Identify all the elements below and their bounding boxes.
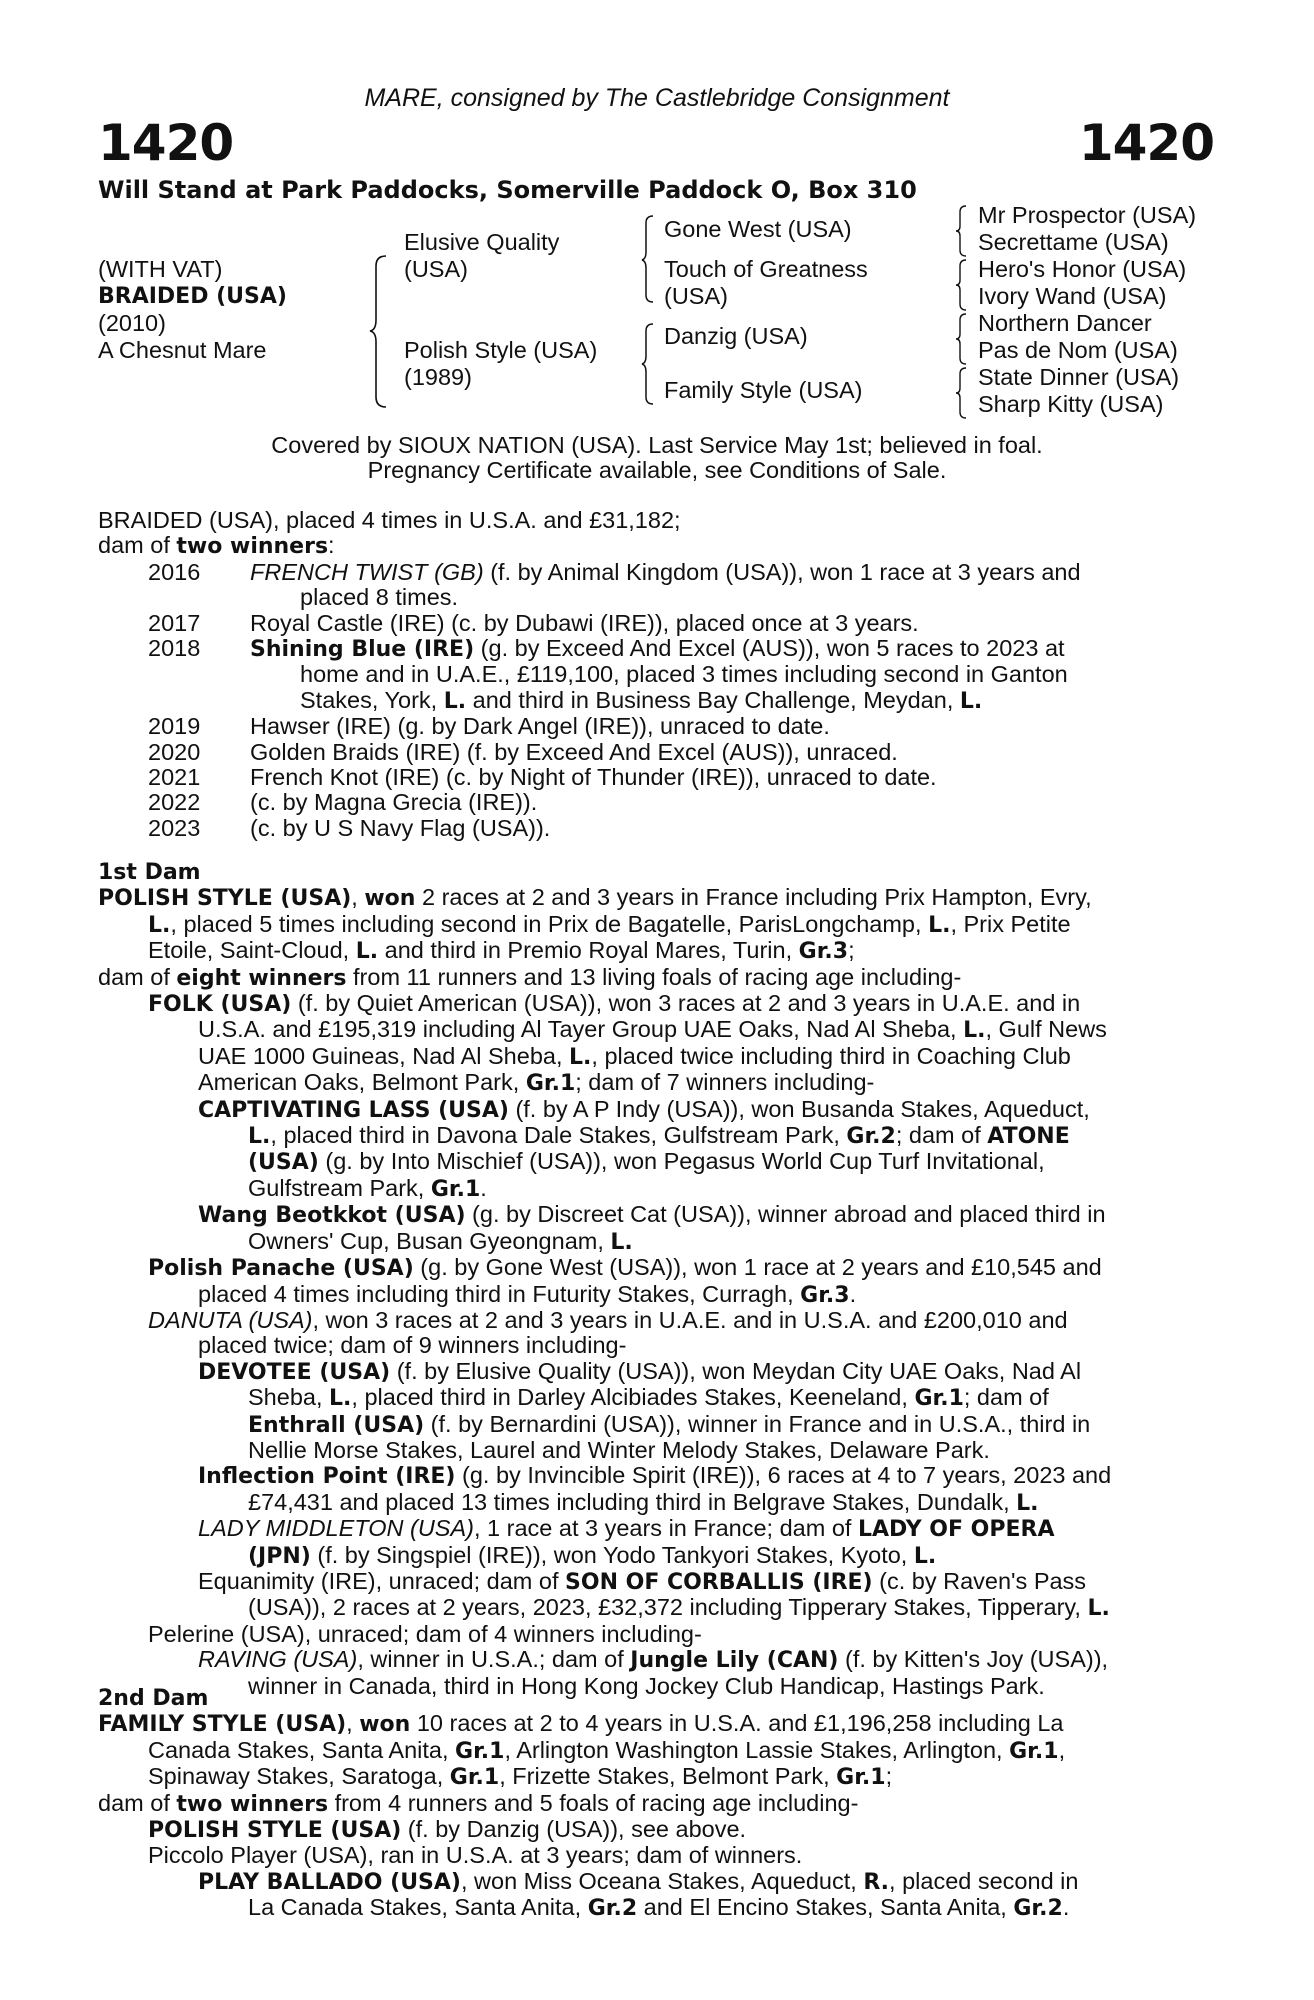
produce-intro: BRAIDED (USA), placed 4 times in U.S.A. and £31,182; [98,507,681,533]
sire-dam-line2: (USA) [664,283,728,309]
fd-line: Etoile, Saint-Cloud, L. and third in Premio Royal Mares, Turin, Gr.3; [148,937,855,965]
dam-sire: Danzig (USA) [664,323,808,349]
produce-section [98,508,1192,841]
list-item: 2023 (c. by U S Navy Flag (USA)). [148,814,551,841]
gg-brace-4 [954,366,968,420]
gg-dds: State Dinner (USA) [978,364,1180,390]
first-dam-section [98,860,1192,1699]
sd-line: Spinaway Stakes, Saratoga, Gr.1, Frizette Stakes, Belmont Park, Gr.1; [148,1763,893,1791]
list-item: Wang Beotkkot (USA) (g. by Discreet Cat (USA)), winner abroad and placed third in Owners' Cup, Busan Gyeongnam, L. [198,1201,1106,1255]
list-item: RAVING (USA), winner in U.S.A.; dam of Jungle Lily (CAN) (f. by Kitten's Joy (USA)), winner in Canada, third in Hong Kong Jockey Club Handicap, Hastings Park. [198,1646,1109,1699]
gg-dsd: Pas de Nom (USA) [978,337,1178,363]
sire-brace [640,214,656,304]
list-item: DEVOTEE (USA) (f. by Elusive Quality (USA)), won Meydan City UAE Oaks, Nad Al Sheba, L., placed third in Darley Alcibiades Stakes, Keeneland, Gr.1; dam of Enthrall (USA) (f. by Bernardini (USA)), winner in France and in U.S.A., third in Nellie Morse Stakes, Laurel and Winter Melody Stakes, Delaware Park. [198,1357,1091,1463]
list-item: FOLK (USA) (f. by Quiet American (USA)), won 3 races at 2 and 3 years in U.A.E. and in U.S.A. and £195,319 including Al Tayer Group UAE Oaks, Nad Al Sheba, L., Gulf News UAE 1000 Guineas, Nad Al Sheba, L., placed twice including third in Coaching Club American Oaks, Belmont Park, Gr.1; dam of 7 winners including- [148,990,1107,1097]
sire-dam-line1: Touch of Greatness [664,256,868,282]
list-item: PLAY BALLADO (USA), won Miss Oceana Stakes, Aqueduct, R., placed second in La Canada Stakes, Santa Anita, Gr.2 and El Encino Stakes, Santa Anita, Gr.2. [198,1867,1079,1922]
list-item: 2016 FRENCH TWIST (GB) (f. by Animal Kingdom (USA)), won 1 race at 3 years and placed 8 times. [148,558,1081,611]
gg-dss: Northern Dancer [978,310,1152,336]
covered-line: Covered by SIOUX NATION (USA). Last Service May 1st; believed in foal. [271,432,1043,458]
horse-description: A Chesnut Mare [98,337,267,363]
sd-line: dam of two winners from 4 runners and 5 foals of racing age including- [98,1789,859,1817]
produce-dam-of: dam of two winners: [98,532,335,560]
sire-sire: Gone West (USA) [664,216,852,242]
lot-number-right: 1420 [1078,114,1214,172]
list-item: CAPTIVATING LASS (USA) (f. by A P Indy (USA)), won Busanda Stakes, Aqueduct, L., placed third in Davona Dale Stakes, Gulfstream Park, Gr.2; dam of ATONE (USA) (g. by Into Mischief (USA)), won Pegasus World Cup Turf Invitational, Gulfstream Park, Gr.1. [198,1095,1090,1202]
first-dam-heading: 1st Dam [98,860,201,885]
list-item: Pelerine (USA), unraced; dam of 4 winners including- [148,1620,702,1647]
stand-line: Will Stand at Park Paddocks, Somerville Paddock O, Box 310 [98,176,917,204]
list-item: Polish Panache (USA) (g. by Gone West (USA)), won 1 race at 2 years and £10,545 and placed 4 times including third in Futurity Stakes, Curragh, Gr.3. [148,1254,1102,1308]
gg-ssd: Secrettame (USA) [978,229,1169,255]
sire-line1: Elusive Quality [404,229,560,255]
sd-line: Canada Stakes, Santa Anita, Gr.1, Arlington Washington Lassie Stakes, Arlington, Gr.1, [148,1736,1066,1764]
consignor-line: MARE, consigned by The Castlebridge Consignment [364,84,950,112]
list-item: 2019 Hawser (IRE) (g. by Dark Angel (IRE)), unraced to date. [148,713,830,740]
dam-line2: (1989) [404,364,472,390]
fd-line: POLISH STYLE (USA), won 2 races at 2 and 3 years in France including Prix Hampton, Evry, [98,884,1092,912]
list-item: 2021 French Knot (IRE) (c. by Night of Thunder (IRE)), unraced to date. [148,764,937,791]
sire-line2: (USA) [404,256,468,282]
dam-brace [640,322,656,406]
list-item: Equanimity (IRE), unraced; dam of SON OF CORBALLIS (IRE) (c. by Raven's Pass (USA)), 2 races at 2 years, 2023, £32,372 including Tipperary Stakes, Tipperary, L. [198,1567,1110,1622]
vat-label: (WITH VAT) [98,256,223,282]
second-dam-heading: 2nd Dam [98,1686,209,1711]
main-brace [368,254,390,409]
list-item: Inflection Point (IRE) (g. by Invincible Spirit (IRE)), 6 races at 4 to 7 years, 2023 and £74,431 and placed 13 times including third in Belgrave Stakes, Dundalk, L. [198,1462,1112,1516]
gg-sss: Mr Prospector (USA) [978,202,1197,228]
gg-sdd: Ivory Wand (USA) [978,283,1167,309]
list-item: 2020 Golden Braids (IRE) (f. by Exceed And Excel (AUS)), unraced. [148,738,898,765]
gg-sds: Hero's Honor (USA) [978,256,1187,282]
gg-brace-2 [954,258,968,312]
horse-name: BRAIDED (USA) [98,284,287,309]
certificate-line: Pregnancy Certificate available, see Conditions of Sale. [367,457,947,483]
horse-year: (2010) [98,310,166,336]
dam-dam: Family Style (USA) [664,377,863,403]
list-item: Piccolo Player (USA), ran in U.S.A. at 3 years; dam of winners. [148,1842,803,1869]
list-item: 2017 Royal Castle (IRE) (c. by Dubawi (IRE)), placed once at 3 years. [148,609,919,636]
fd-line: L., placed 5 times including second in Prix de Bagatelle, ParisLongchamp, L., Prix Petite [148,910,1071,938]
fd-line: dam of eight winners from 11 runners and 13 living foals of racing age including- [98,963,962,991]
dam-line1: Polish Style (USA) [404,337,598,363]
list-item: DANUTA (USA), won 3 races at 2 and 3 years in U.A.E. and in U.S.A. and £200,010 and placed twice; dam of 9 winners including- [148,1306,1068,1359]
gg-brace-3 [954,312,968,366]
lot-number-left: 1420 [98,114,234,172]
sd-line: FAMILY STYLE (USA), won 10 races at 2 to 4 years in U.S.A. and £1,196,258 including La [98,1710,1064,1738]
list-item: POLISH STYLE (USA) (f. by Danzig (USA)), see above. [148,1816,747,1844]
second-dam-section [98,1686,1192,1922]
list-item: 2022 (c. by Magna Grecia (IRE)). [148,789,538,816]
list-item: LADY MIDDLETON (USA), 1 race at 3 years in France; dam of LADY OF OPERA (JPN) (f. by Singspiel (IRE)), won Yodo Tankyori Stakes, Kyoto, L. [198,1515,1055,1569]
list-item: 2018 Shining Blue (IRE) (g. by Exceed And Excel (AUS)), won 5 races to 2023 at home and in U.A.E., £119,100, placed 3 times including second in Ganton Stakes, York, L. and third in Business Bay Challenge, Meydan, L. [148,635,1068,714]
gg-ddd: Sharp Kitty (USA) [978,391,1164,417]
gg-brace-1 [954,204,968,258]
